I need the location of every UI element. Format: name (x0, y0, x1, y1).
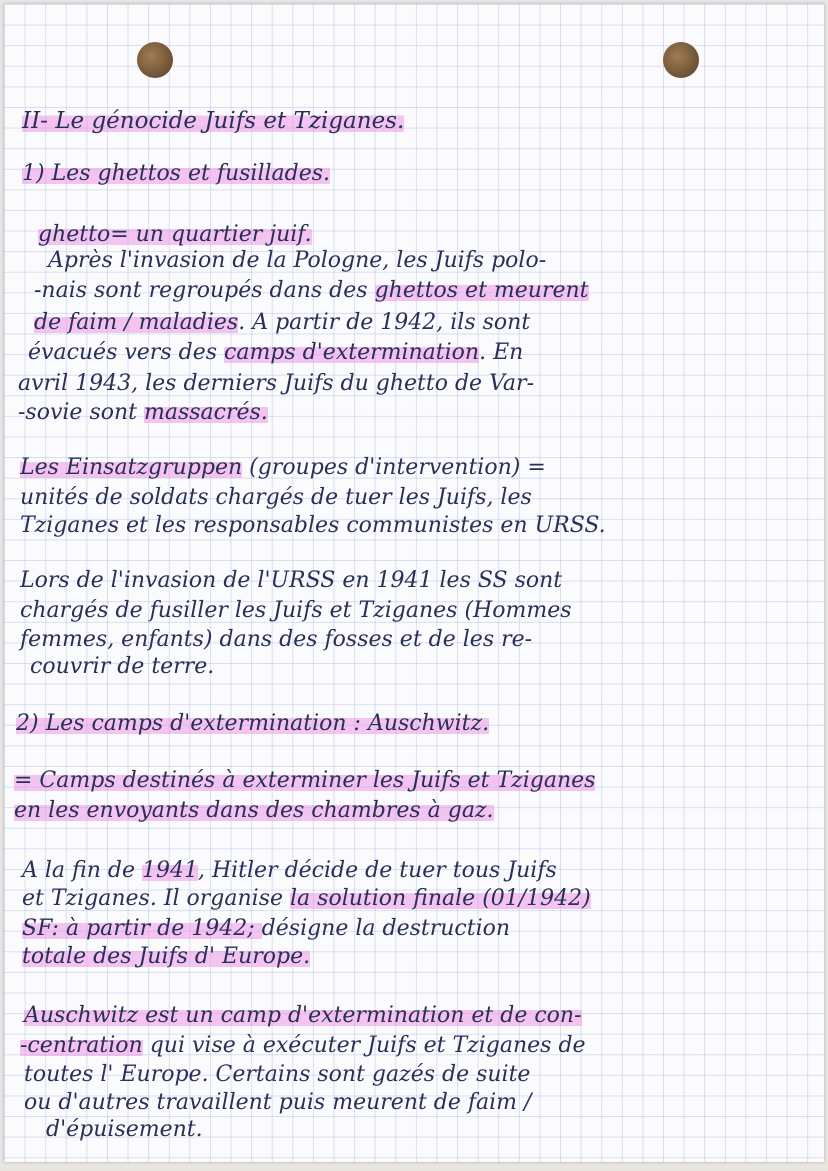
p5-line-1: A la fin de 1941, Hitler décide de tuer tous Juifs (22, 858, 557, 883)
section-1-heading: 1) Les ghettos et fusillades. (22, 161, 331, 186)
p1-line-6: avril 1943, les derniers Juifs du ghetto de Var- (18, 371, 535, 396)
p1-line-2: Après l'invasion de la Pologne, les Juifs polo- (48, 248, 547, 273)
p1-line-5: évacués vers des camps d'extermination. En (28, 340, 524, 365)
binder-hole-left (137, 42, 173, 78)
p1-line-4: de faim / maladies. A partir de 1942, ils sont (34, 310, 531, 335)
section-2-heading: 2) Les camps d'extermination : Auschwitz. (16, 711, 490, 736)
p3-line-3: femmes, enfants) dans des fosses et de les re- (20, 627, 533, 652)
p6-line-2: -centration qui vise à exécuter Juifs et Tziganes de (20, 1033, 586, 1058)
p4-line-1: = Camps destinés à exterminer les Juifs et Tziganes (14, 768, 596, 793)
p6-line-5: d'épuisement. (46, 1117, 203, 1142)
page-title: II- Le génocide Juifs et Tziganes. (22, 108, 405, 134)
p3-line-1: Lors de l'invasion de l'URSS en 1941 les SS sont (20, 568, 563, 593)
p1-line-3: -nais sont regroupés dans des ghettos et meurent (34, 278, 589, 303)
p5-line-2: et Tziganes. Il organise la solution finale (01/1942) (22, 886, 591, 911)
p6-line-4: ou d'autres travaillent puis meurent de faim / (24, 1090, 532, 1115)
p2-line-3: Tziganes et les responsables communistes en URSS. (20, 513, 606, 538)
p6-line-3: toutes l' Europe. Certains sont gazés de suite (24, 1062, 531, 1087)
p2-line-1: Les Einsatzgruppen (groupes d'intervention) = (20, 455, 546, 480)
p6-line-1: Auschwitz est un camp d'extermination et de con- (24, 1003, 582, 1028)
binder-hole-right (663, 42, 699, 78)
p1-line-1: ghetto= un quartier juif. (38, 222, 312, 247)
p4-line-2: en les envoyants dans des chambres à gaz. (14, 798, 494, 823)
notebook-page (4, 4, 824, 1162)
p5-line-4: totale des Juifs d' Europe. (22, 944, 311, 969)
p2-line-2: unités de soldats chargés de tuer les Juifs, les (20, 485, 532, 510)
p5-line-3: SF: à partir de 1942; désigne la destruction (22, 916, 511, 941)
p3-line-4: couvrir de terre. (30, 654, 215, 679)
p1-line-7: -sovie sont massacrés. (18, 400, 268, 425)
p3-line-2: chargés de fusiller les Juifs et Tziganes (Hommes (20, 598, 572, 623)
